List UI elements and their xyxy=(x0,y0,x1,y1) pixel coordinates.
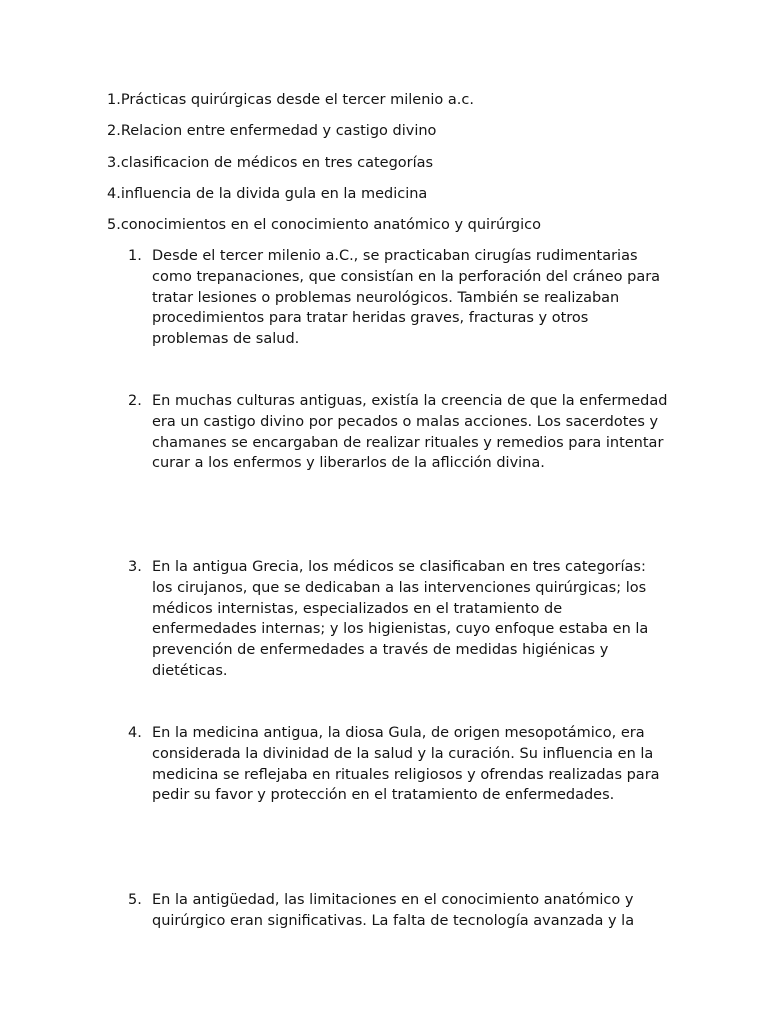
answer-item-4 xyxy=(128,723,668,806)
topic-item-5: 5.conocimientos en el conocimiento anatómico y quirúrgico xyxy=(107,217,542,233)
topic-item-4: 4.influencia de la divida gula en la medicina xyxy=(107,185,428,202)
answer-text: En la antigua Grecia, los médicos se clasificaban en tres categorías: los cirujanos, que se dedicaban a las intervenciones quirúrgicas; los médicos internistas, especializados en el tratamiento de enfermedades internas; y los higienistas, cuyo enfoque estaba en la prevención de enfermedades a través de medidas higiénicas y dietéticas. xyxy=(152,559,649,679)
answer-item-5 xyxy=(128,890,668,932)
topic-item-1: 1.Prácticas quirúrgicas desde el tercer milenio a.c. xyxy=(107,92,474,108)
answer-number: 4. xyxy=(128,725,142,741)
topic-item-2: 2.Relacion entre enfermedad y castigo divino xyxy=(107,123,437,140)
answer-item-2 xyxy=(128,391,668,474)
answer-text: En la medicina antigua, la diosa Gula, de origen mesopotámico, era considerada la divinidad de la salud y la curación. Su influencia en la medicina se reflejaba en rituales religiosos y ofrendas realizadas para pedir su favor y protección en el tratamiento de enfermedades. xyxy=(152,725,660,804)
answer-item-1 xyxy=(128,246,668,350)
answer-text: En muchas culturas antiguas, existía la creencia de que la enfermedad era un castigo divino por pecados o malas acciones. Los sacerdotes y chamanes se encargaban de realizar rituales y remedios para intentar curar a los enfermos y liberarlos de la aflicción divina. xyxy=(152,393,668,472)
answer-text: Desde el tercer milenio a.C., se practicaban cirugías rudimentarias como trepanaciones, que consistían en la perforación del cráneo para tratar lesiones o problemas neurológicos. También se realizaban procedimientos para tratar heridas graves, fracturas y otros problemas de salud. xyxy=(152,248,661,348)
topic-list xyxy=(107,90,707,246)
answer-number: 5. xyxy=(128,892,142,908)
answer-text: En la antigüedad, las limitaciones en el conocimiento anatómico y quirúrgico eran significativas. La falta de tecnología avanzada y la xyxy=(152,892,635,929)
answer-item-3 xyxy=(128,557,668,682)
answer-number: 2. xyxy=(128,393,142,409)
answer-number: 1. xyxy=(128,248,142,264)
topic-item-3: 3.clasificacion de médicos en tres categorías xyxy=(107,154,434,171)
answer-number: 3. xyxy=(128,559,142,575)
